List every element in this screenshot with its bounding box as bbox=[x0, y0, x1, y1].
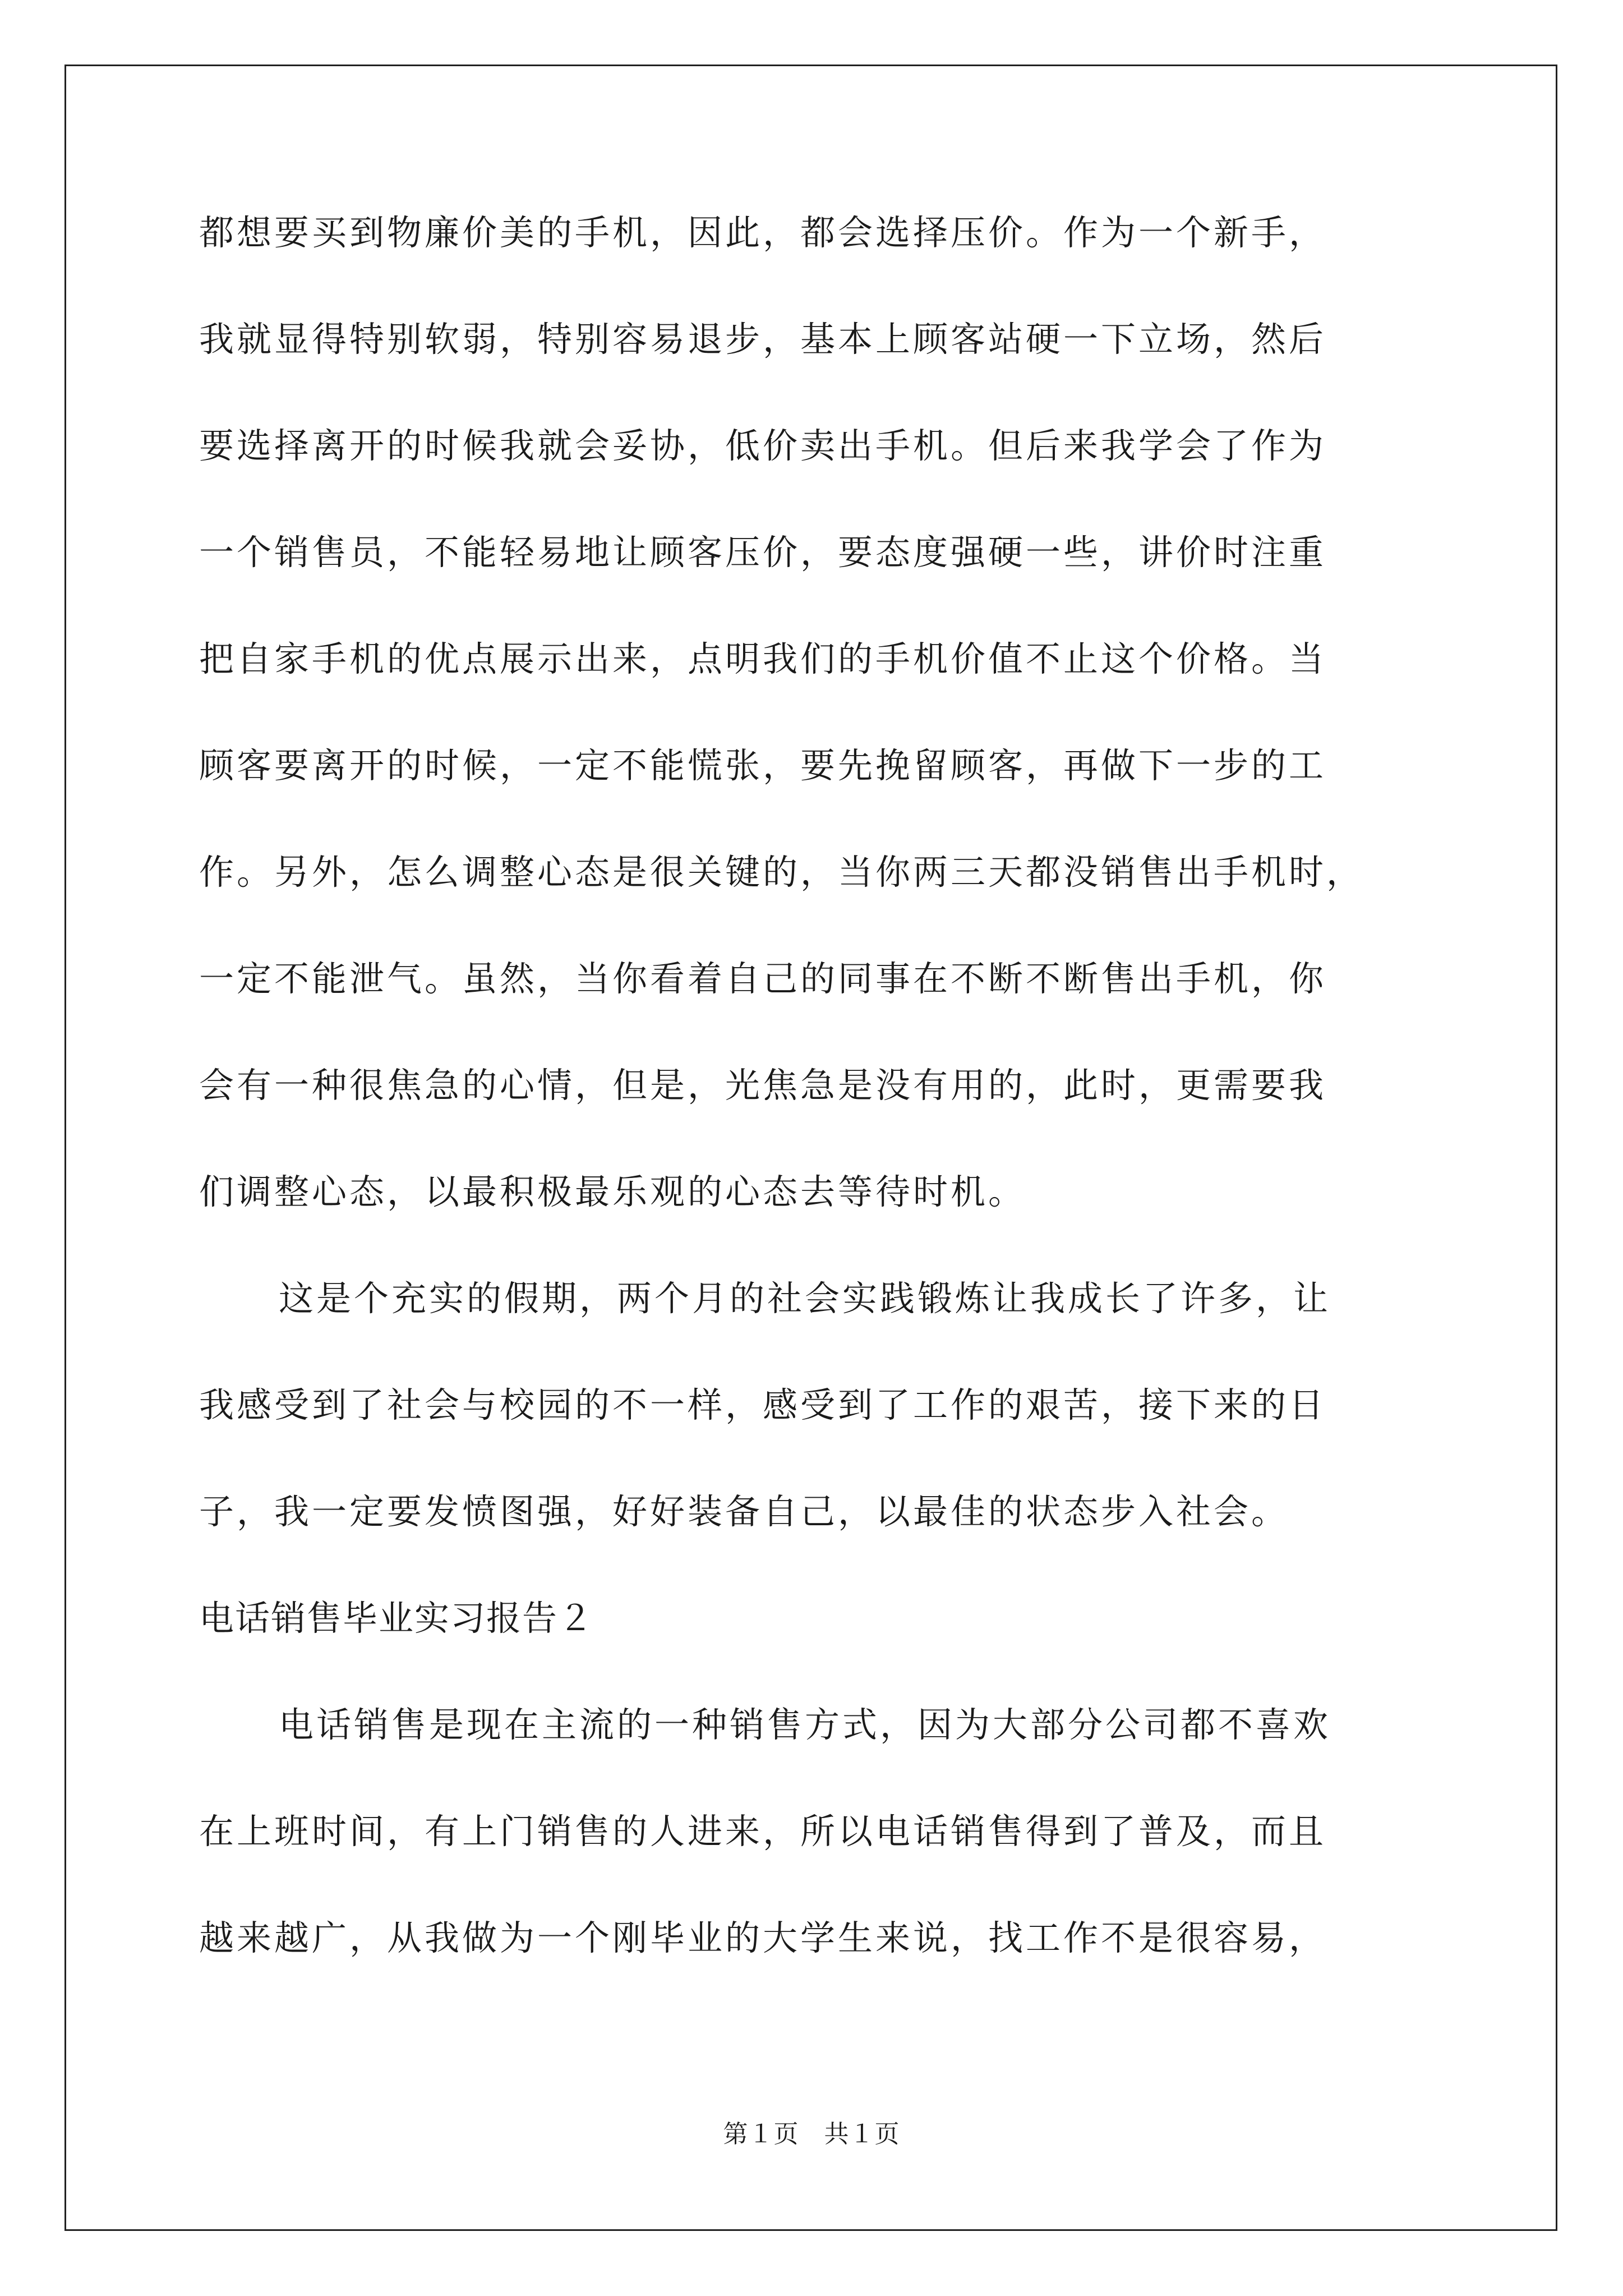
text-line: 我感受到了社会与校园的不一样，感受到了工作的艰苦，接下来的日 bbox=[199, 1384, 1327, 1425]
text-line: 子，我一定要发愤图强，好好装备自己，以最佳的状态步入社会。 bbox=[199, 1491, 1289, 1532]
text-line: 把自家手机的优点展示出来，点明我们的手机价值不止这个价格。当 bbox=[199, 638, 1327, 679]
text-line: 我就显得特别软弱，特别容易退步，基本上顾客站硬一下立场，然后 bbox=[199, 319, 1327, 360]
text-line: 越来越广，从我做为一个刚毕业的大学生来说，找工作不是很容易， bbox=[199, 1917, 1327, 1958]
text-line: 一定不能泄气。虽然，当你看着自己的同事在不断不断售出手机，你 bbox=[199, 958, 1327, 999]
text-line: 在上班时间，有上门销售的人进来，所以电话销售得到了普及，而且 bbox=[199, 1811, 1327, 1852]
text-line: 会有一种很焦急的心情，但是，光焦急是没有用的，此时，更需要我 bbox=[199, 1065, 1327, 1106]
text-line: 作。另外，怎么调整心态是很关键的，当你两三天都没销售出手机时， bbox=[199, 852, 1364, 892]
text-line: 们调整心态，以最积极最乐观的心态去等待时机。 bbox=[199, 1171, 1026, 1212]
text-line: 要选择离开的时候我就会妥协，低价卖出手机。但后来我学会了作为 bbox=[199, 425, 1327, 466]
section-heading: 电话销售毕业实习报告２ bbox=[199, 1598, 594, 1639]
text-line: 一个销售员，不能轻易地让顾客压价，要态度强硬一些，讲价时注重 bbox=[199, 532, 1327, 573]
page-footer: 第１页 共１页 bbox=[723, 2120, 900, 2148]
text-line: 顾客要离开的时候，一定不能慌张，要先挽留顾客，再做下一步的工 bbox=[199, 745, 1327, 786]
text-line: 都想要买到物廉价美的手机，因此，都会选择压价。作为一个新手， bbox=[199, 212, 1327, 253]
paragraph-first-line: 电话销售是现在主流的一种销售方式，因为大部分公司都不喜欢 bbox=[279, 1704, 1331, 1745]
paragraph-first-line: 这是个充实的假期，两个月的社会实践锻炼让我成长了许多，让 bbox=[279, 1278, 1331, 1319]
